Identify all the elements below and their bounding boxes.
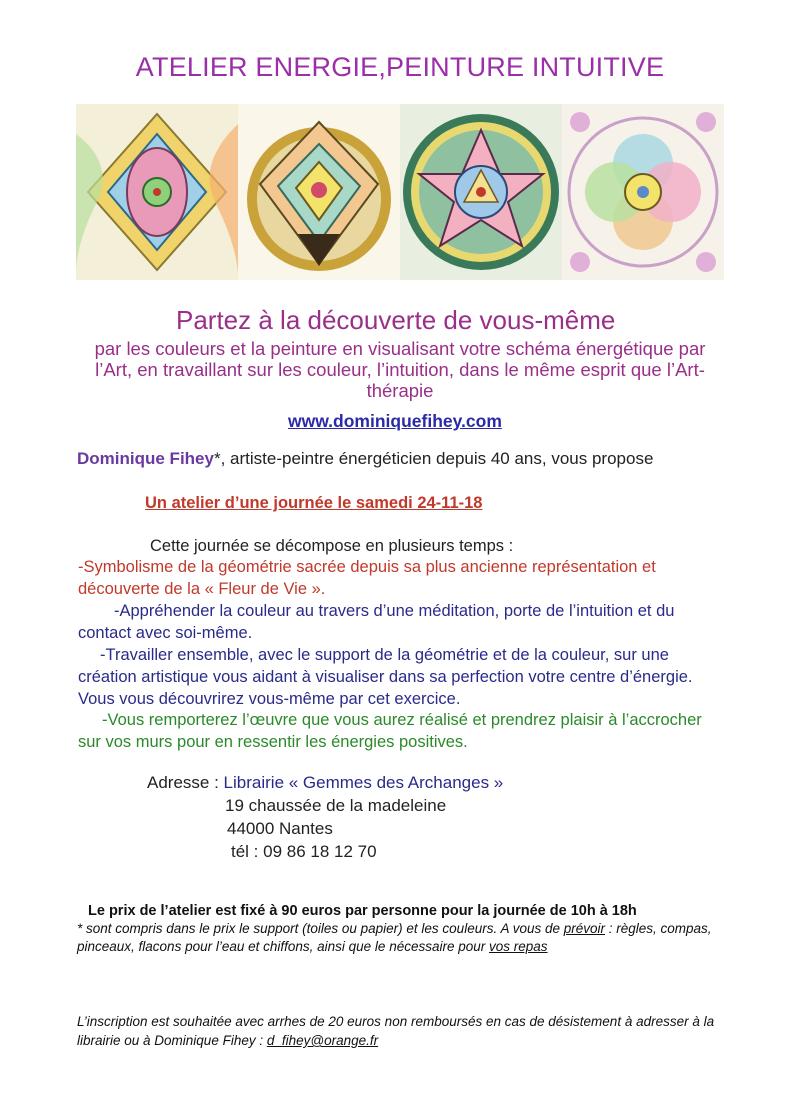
address-city: 44000 Nantes xyxy=(227,819,333,838)
headline: Partez à la découverte de vous-même xyxy=(176,305,616,335)
mandala-painting-2 xyxy=(238,104,400,280)
inscription-text: L’inscription est souhaitée avec arrhes de 20 euros non remboursés en cas de désistement à adresser à la librairie ou à Dominique Fihey : d_fihey@orange.fr xyxy=(77,1014,715,1048)
program-item-4: -Vous remporterez l’œuvre que vous aurez réalisé et prendrez plaisir à l’accrocher sur vos murs pour en ressentir les énergies positives. xyxy=(78,711,702,751)
mandala-1-image xyxy=(76,104,238,280)
email-link[interactable]: d_fihey@orange.fr xyxy=(266,1033,379,1048)
intro-text: par les couleurs et la peinture en visualisant votre schéma énergétique par l’Art, en travaillant sur les couleur, l’intuition, dans le même esprit que l’Art-thérapie xyxy=(94,338,706,401)
address-line-1 xyxy=(147,773,503,793)
artist-line xyxy=(77,449,653,469)
program-item-2: -Appréhender la couleur au travers d’une méditation, porte de l’intuition et du contact avec soi-même. xyxy=(78,602,675,642)
mandala-2-image xyxy=(238,104,400,280)
mandala-3-image xyxy=(400,104,562,280)
program-item-1: -Symbolisme de la géométrie sacrée depuis sa plus ancienne représentation et découverte de la « Fleur de Vie ». xyxy=(78,558,656,598)
prevoir-underlined: prévoir xyxy=(563,921,606,936)
event-date: Un atelier d’une journée le samedi 24-11-18 xyxy=(145,494,483,512)
mandala-painting-3 xyxy=(400,104,562,280)
artwork-gallery xyxy=(76,104,724,280)
program-item-3: -Travailler ensemble, avec le support de la géométrie et de la couleur, sur une création artistique vous aidant à visualiser dans sa perfection votre centre d’énergie. Vous vous découvrirez vous-même par cet exercice. xyxy=(78,646,693,708)
address-place: Librairie « Gemmes des Archanges » xyxy=(223,773,504,792)
artist-name: Dominique Fihey xyxy=(77,449,214,468)
price-line: Le prix de l’atelier est fixé à 90 euros par personne pour la journée de 10h à 18h xyxy=(88,903,637,919)
mandala-painting-1 xyxy=(76,104,238,280)
address-street: 19 chaussée de la madeleine xyxy=(225,796,447,815)
mandala-painting-4 xyxy=(562,104,724,280)
artist-description: *, artiste-peintre énergéticien depuis 40 ans, vous propose xyxy=(213,449,654,468)
vos-repas-underlined: vos repas xyxy=(489,939,548,954)
mandala-4-image xyxy=(562,104,724,280)
address-phone: tél : 09 86 18 12 70 xyxy=(231,842,377,861)
page-title: ATELIER ENERGIE,PEINTURE INTUITIVE xyxy=(135,52,665,82)
program-intro: Cette journée se décompose en plusieurs temps : xyxy=(150,537,514,555)
price-note: * sont compris dans le prix le support (toiles ou papier) et les couleurs. A vous de prévoir : règles, compas, pinceaux, flacons pour l’eau et chiffons, ainsi que le nécessaire pour vos repas xyxy=(77,921,712,954)
website-link[interactable]: www.dominiquefihey.com xyxy=(288,411,502,431)
address-label: Adresse : xyxy=(147,773,224,792)
